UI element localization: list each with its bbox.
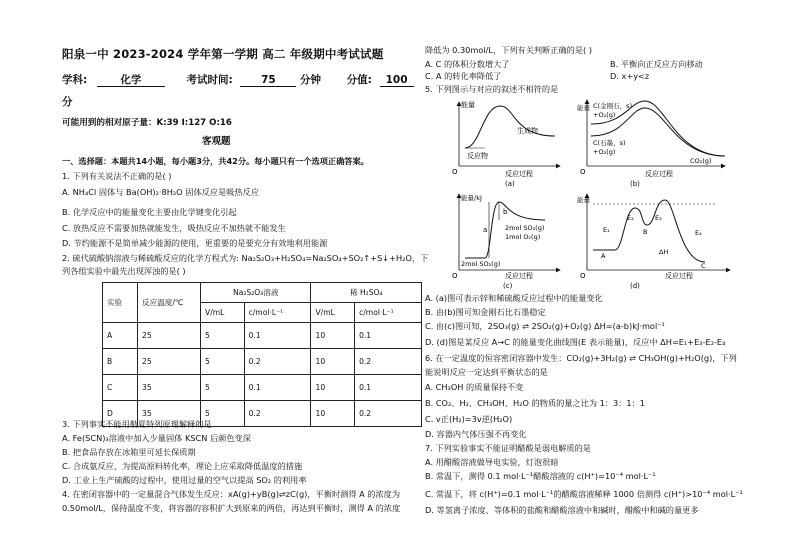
- point-b-label: B: [643, 228, 648, 236]
- e3-label: E₃: [655, 214, 662, 222]
- so2-upper-label: 2mol SO₃(g): [505, 224, 545, 232]
- x-label: 反应过程: [505, 170, 533, 178]
- table-header-v2: V/mL: [311, 303, 355, 323]
- origin-label: O: [452, 168, 458, 176]
- q5-option-b: B. 由(b)图可知金刚石比石墨稳定: [425, 307, 546, 317]
- y-label: 能量: [577, 196, 590, 204]
- table-header-temp: 反应温度/℃: [138, 283, 201, 323]
- table-header-v1: V/mL: [201, 303, 245, 323]
- cell: 10: [311, 375, 355, 401]
- cell: D: [103, 401, 138, 427]
- q3-option-c: C. 合成氨反应，为提高原料转化率，理论上应采取降低温度的措施: [62, 461, 303, 471]
- origin-label: O: [452, 272, 458, 280]
- time-value: 75: [240, 74, 296, 87]
- q2-stem-1: 2. 硫代硫酸钠溶液与稀硫酸反应的化学方程式为: Na₂S₂O₃+H₂SO₄=Na₂SO₄+SO₂↑+S↓+H₂O，下: [62, 253, 429, 263]
- exam-meta: [62, 74, 414, 87]
- cell: 10: [311, 401, 355, 427]
- x-label: 反应过程: [665, 272, 693, 280]
- y-label: 能量: [461, 101, 475, 109]
- q4-option-b: B. 平衡向正反应方向移动: [610, 59, 703, 69]
- origin-label: O: [580, 272, 586, 280]
- product-label: 生成物: [517, 127, 538, 135]
- q3-stem: 3. 下列事实不能用勒夏特列原理解释的是: [62, 419, 212, 429]
- cell: 0.1: [355, 375, 422, 401]
- cell: 5: [201, 401, 245, 427]
- b-label: b: [503, 208, 508, 216]
- graphite-label: C(石墨，s): [593, 139, 626, 147]
- fig-tag: (a): [505, 180, 515, 188]
- o2-label: 1mol O₂(g): [505, 233, 541, 241]
- q5-stem: 5. 下列图示与对应的叙述不相符的是: [425, 84, 559, 94]
- point-a-label: A: [601, 252, 606, 260]
- point-c-label: C: [701, 262, 706, 270]
- origin-label: O: [580, 168, 586, 176]
- q4-stem-2: 0.50mol/L，保持温度不变，将容器的容积扩大到原来的两倍，再达到平衡时，测得 A 的浓度: [62, 503, 401, 513]
- table-header-exp: 实验: [103, 283, 138, 323]
- q5-option-c: C. 由(c)图可知，2SO₃(g) ⇌ 2SO₂(g)+O₂(g) ΔH=(a-b)kJ·mol⁻¹: [425, 321, 665, 331]
- cell: 0.2: [244, 401, 311, 427]
- q1-option-c: C. 放热反应不需要加热就能发生，吸热反应不加热就不能发生: [62, 223, 286, 233]
- q1-option-a: A. NH₄Cl 固体与 Ba(OH)₂·8H₂O 固体反应是吸热反应: [62, 187, 259, 197]
- q1-option-b: B. 化学反应中的能量变化主要由化学键变化引起: [62, 207, 237, 217]
- table-header-na2s2o3: Na₂S₂O₃溶液: [201, 283, 311, 303]
- q2-table: [102, 282, 422, 427]
- figure-c: [425, 190, 575, 290]
- q1-stem: 1. 下列有关说法不正确的是( ): [62, 171, 172, 181]
- q7-option-c: C. 常温下，将 c(H⁺)=0.1 mol·L⁻¹的醋酸溶液稀释 1000 倍测得 c(H⁺)>10⁻⁴ mol·L⁻¹: [425, 489, 743, 499]
- section-title: 客观题: [202, 136, 231, 147]
- cell: 10: [311, 349, 355, 375]
- q5-option-a: A. (a)图可表示锌和稀硫酸反应过程中的能量变化: [425, 293, 603, 303]
- instructions: 一、选择题：本题共14小题，每小题3分，共42分。每小题只有一个选项正确答案。: [62, 156, 369, 166]
- time-unit: 分钟: [300, 74, 322, 86]
- time-label: 考试时间:: [186, 74, 233, 86]
- figure-d: [575, 190, 740, 290]
- cell: 10: [311, 323, 355, 349]
- q7-option-d: D. 等氢离子浓度、等体积的盐酸和醋酸溶液中和碱时，醋酸中和碱的量更多: [425, 505, 699, 515]
- q2-stem-2: 列各组实验中最先出现浑浊的是( ): [62, 266, 186, 276]
- score-label: 分值:: [346, 74, 372, 86]
- q6-option-d: D. 容器内气体压强不再变化: [425, 429, 527, 439]
- e4-label: E₄: [695, 229, 702, 237]
- exam-title: 阳泉一中 2023-2024 学年第一学期 高二 年级期中考试试题: [62, 47, 384, 61]
- reactant-label: 反应物: [467, 152, 488, 160]
- table-header-c1: c/mol·L⁻¹: [244, 303, 311, 323]
- figure-a: [425, 96, 575, 188]
- cell: 0.1: [244, 323, 311, 349]
- cell: 25: [138, 323, 201, 349]
- atomic-mass-note: 可能用到的相对原子量：K:39 I:127 O:16: [62, 118, 232, 128]
- fig-tag: (c): [503, 282, 513, 290]
- q4-stem-1: 4. 在密闭容器中的一定量混合气体发生反应：xA(g)+yB(g)⇌zC(g)，平衡时测得 A 的浓度为: [62, 489, 401, 499]
- q3-option-d: D. 工业上生产硫酸的过程中，使用过量的空气以提高 SO₂ 的利用率: [62, 475, 307, 485]
- q4-option-d: D. x+y<z: [610, 71, 650, 81]
- cell: A: [103, 323, 138, 349]
- q6-stem-2: 能说明反应一定达到平衡状态的是: [425, 367, 548, 377]
- cell: 0.2: [355, 349, 422, 375]
- score-value: 100: [380, 74, 414, 87]
- cell: 5: [201, 323, 245, 349]
- y-label: 能量/kJ: [461, 194, 482, 202]
- dh-label: ΔH: [659, 248, 669, 256]
- table-row: [103, 323, 422, 349]
- table-row: [103, 349, 422, 375]
- subject-label: 学科:: [62, 74, 88, 86]
- subject-value: 化学: [97, 74, 165, 87]
- table-row: [103, 375, 422, 401]
- q6-option-c: C. v正(H₂)=3v逆(H₂O): [425, 414, 513, 424]
- score-unit: 分: [62, 96, 73, 108]
- o2-label-1: +O₂(g): [593, 111, 616, 119]
- table-header-h2so4: 稀 H₂SO₄: [311, 283, 422, 303]
- cell: B: [103, 349, 138, 375]
- cell: C: [103, 375, 138, 401]
- q6-option-a: A. CH₃OH 的质量保持不变: [425, 382, 524, 392]
- co2-label: CO₂(g): [690, 157, 712, 165]
- cell: 35: [138, 375, 201, 401]
- q6-stem-1: 6. 在一定温度的恒容密闭容器中发生：CO₂(g)+3H₂(g) ⇌ CH₃OH(g)+H₂O(g)，下列: [425, 353, 737, 363]
- y-label: 能量: [577, 104, 590, 112]
- q6-option-b: B. CO₂、H₂、CH₃OH、H₂O 的物质的量之比为 1：3：1：1: [425, 398, 646, 408]
- diamond-label: C(金刚石，s): [593, 102, 632, 110]
- fig-tag: (d): [630, 282, 640, 290]
- x-label: 反应过程: [505, 272, 533, 280]
- a-label: a: [483, 226, 488, 234]
- q3-option-a: A. Fe(SCN)₃溶液中加入少量固体 KSCN 后颜色变深: [62, 433, 251, 443]
- q4-stem-3: 降低为 0.30mol/L，下列有关判断正确的是( ): [425, 45, 593, 55]
- cell: 0.2: [355, 401, 422, 427]
- e2-label: E₂: [627, 214, 634, 222]
- e1-label: E₁: [603, 226, 610, 234]
- so2-label: 2mol SO₂(g): [461, 260, 501, 268]
- energy-curve: [593, 200, 705, 262]
- fig-tag: (b): [630, 180, 640, 188]
- cell: 0.1: [244, 375, 311, 401]
- o2-label-2: +O₂(g): [593, 148, 616, 156]
- q1-option-d: D. 节约能源不是简单减少能源的使用，更重要的是要充分有效地利用能源: [62, 238, 328, 248]
- cell: 0.1: [355, 323, 422, 349]
- cell: 25: [138, 349, 201, 375]
- cell: 35: [138, 401, 201, 427]
- cell: 0.2: [244, 349, 311, 375]
- q4-option-a: A. C 的体积分数增大了: [425, 59, 510, 69]
- figure-b: [575, 96, 735, 188]
- q7-option-a: A. 用醋酸溶液做导电实验，灯泡很暗: [425, 457, 559, 467]
- q7-option-b: B. 常温下，测得 0.1 mol·L⁻¹醋酸溶液的 c(H⁺)=10⁻⁴ mol·L⁻¹: [425, 471, 656, 481]
- cell: 5: [201, 349, 245, 375]
- table-header-c2: c/mol·L⁻¹: [355, 303, 422, 323]
- q7-stem: 7. 下列实验事实不能证明醋酸是弱电解质的是: [425, 443, 591, 453]
- x-label: 反应过程: [645, 170, 673, 178]
- q5-option-d: D. (d)图是某反应 A→C 的能量变化曲线图(E 表示能量)，反应中 ΔH=E₁+E₃-E₂-E₄: [425, 337, 726, 347]
- cell: 5: [201, 375, 245, 401]
- q4-option-c: C. A 的转化率降低了: [425, 71, 502, 81]
- q3-option-b: B. 把食品存放在冰箱里可延长保质期: [62, 447, 196, 457]
- energy-curve: [465, 106, 555, 148]
